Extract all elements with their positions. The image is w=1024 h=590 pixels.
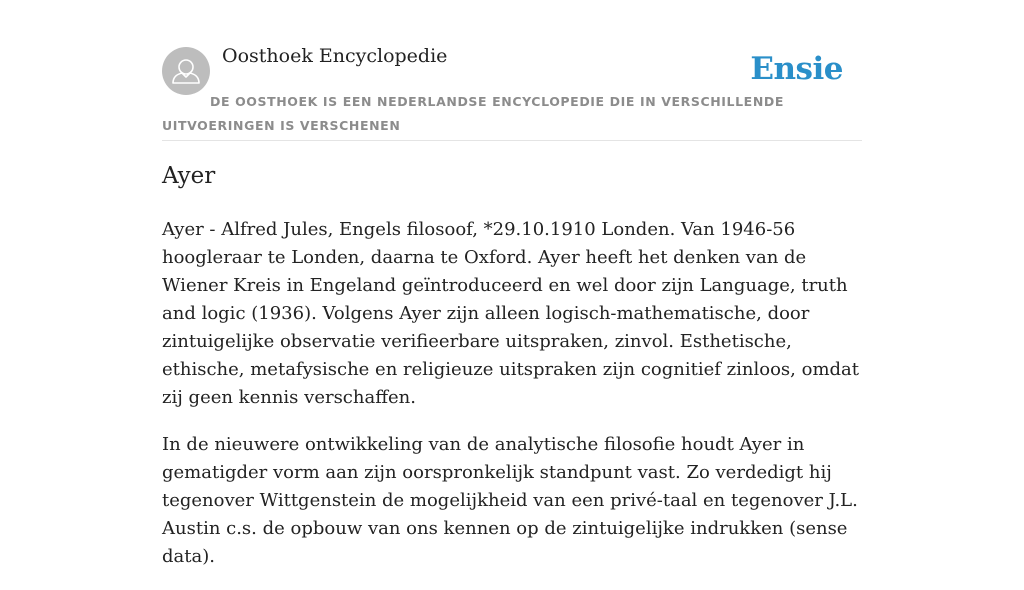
source-name-link[interactable]: Oosthoek Encyclopedie xyxy=(222,45,448,67)
user-icon[interactable] xyxy=(162,47,210,95)
source-tagline: DE OOSTHOEK IS EEN NEDERLANDSE ENCYCLOPEDIE DIE IN VERSCHILLENDE UITVOERINGEN IS VERSCHENEN xyxy=(162,94,784,133)
article-paragraph: Ayer - Alfred Jules, Engels filosoof, *29.10.1910 Londen. Van 1946-56 hoogleraar te Londen, daarna te Oxford. Ayer heeft het denken van de Wiener Kreis in Engeland geïntroduceerd en wel door zijn Language, truth and logic (1936). Volgens Ayer zijn alleen logisch-mathematische, door zintuigelijke observatie verifieerbare uitspraken, zinvol. Esthetische, ethische, metafysische en religieuze uitspraken zijn cognitief zinloos, omdat zij geen kennis verschaffen. xyxy=(162,219,859,408)
article-body xyxy=(162,216,862,590)
article-title: Ayer xyxy=(162,163,216,189)
brand-logo[interactable]: Ensie xyxy=(750,51,843,87)
page-container xyxy=(162,0,862,567)
article-paragraph: In de nieuwere ontwikkeling van de analytische filosofie houdt Ayer in gematigder vorm aan zijn oorspronkelijk standpunt vast. Zo verdedigt hij tegenover Wittgenstein de mogelijkheid van een privé-taal en tegenover J.L. Austin c.s. de opbouw van ons kennen op de zintuigelijke indrukken (sense data). xyxy=(162,434,858,567)
source-header xyxy=(162,0,862,141)
